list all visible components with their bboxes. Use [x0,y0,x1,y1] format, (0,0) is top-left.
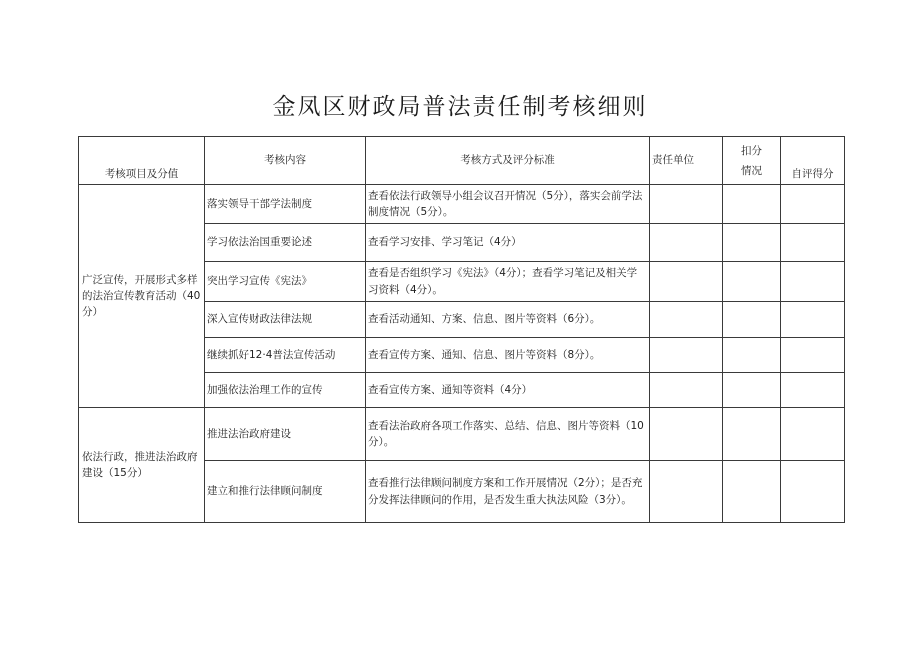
header-deduct-bottom: 情况 [741,165,762,178]
header-deduct [723,137,781,185]
header-unit: 责任单位 [650,137,723,185]
unit-cell[interactable] [650,224,723,262]
header-item: 考核项目及分值 [79,137,205,185]
table-row [79,408,845,461]
method-cell: 查看依法行政领导小组会议召开情况（5分），落实会前学法制度情况（5分）。 [366,185,650,224]
unit-cell[interactable] [650,373,723,408]
method-cell: 查看法治政府各项工作落实、总结、信息、图片等资料（10分）。 [366,408,650,461]
unit-cell[interactable] [650,185,723,224]
deduct-cell[interactable] [723,185,781,224]
deduct-cell[interactable] [723,461,781,523]
deduct-cell[interactable] [723,262,781,302]
deduct-cell[interactable] [723,408,781,461]
self-score-cell[interactable] [781,338,845,373]
header-row [79,137,845,185]
deduct-cell[interactable] [723,373,781,408]
method-cell: 查看是否组织学习《宪法》（4分）；查看学习笔记及相关学习资料（4分）。 [366,262,650,302]
method-cell: 查看宣传方案、通知、信息、图片等资料（8分）。 [366,338,650,373]
content-cell: 学习依法治国重要论述 [205,224,366,262]
header-method: 考核方式及评分标准 [366,137,650,185]
unit-cell[interactable] [650,302,723,338]
self-score-cell[interactable] [781,461,845,523]
header-content: 考核内容 [205,137,366,185]
method-cell: 查看推行法律顾问制度方案和工作开展情况（2分）；是否充分发挥法律顾问的作用，是否发生重大执法风险（3分）。 [366,461,650,523]
header-self-score: 自评得分 [781,137,845,185]
content-cell: 加强依法治理工作的宣传 [205,373,366,408]
unit-cell[interactable] [650,408,723,461]
self-score-cell[interactable] [781,262,845,302]
content-cell: 推进法治政府建设 [205,408,366,461]
deduct-cell[interactable] [723,224,781,262]
unit-cell[interactable] [650,262,723,302]
deduct-cell[interactable] [723,338,781,373]
method-cell: 查看活动通知、方案、信息、图片等资料（6分）。 [366,302,650,338]
document-title: 金凤区财政局普法责任制考核细则 [272,94,648,120]
category-cell: 广泛宣传，开展形式多样的法治宣传教育活动（40分） [79,185,205,408]
self-score-cell[interactable] [781,408,845,461]
content-cell: 落实领导干部学法制度 [205,185,366,224]
category-cell: 依法行政，推进法治政府建设（15分） [79,408,205,523]
method-cell: 查看宣传方案、通知等资料（4分） [366,373,650,408]
method-cell: 查看学习安排、学习笔记（4分） [366,224,650,262]
self-score-cell[interactable] [781,224,845,262]
self-score-cell[interactable] [781,302,845,338]
header-deduct-top: 扣分 [741,145,762,157]
deduct-cell[interactable] [723,302,781,338]
unit-cell[interactable] [650,461,723,523]
table-row [79,185,845,224]
assessment-table [78,136,845,523]
content-cell: 突出学习宣传《宪法》 [205,262,366,302]
content-cell: 建立和推行法律顾问制度 [205,461,366,523]
unit-cell[interactable] [650,338,723,373]
self-score-cell[interactable] [781,373,845,408]
content-cell: 继续抓好12·4普法宣传活动 [205,338,366,373]
self-score-cell[interactable] [781,185,845,224]
content-cell: 深入宣传财政法律法规 [205,302,366,338]
